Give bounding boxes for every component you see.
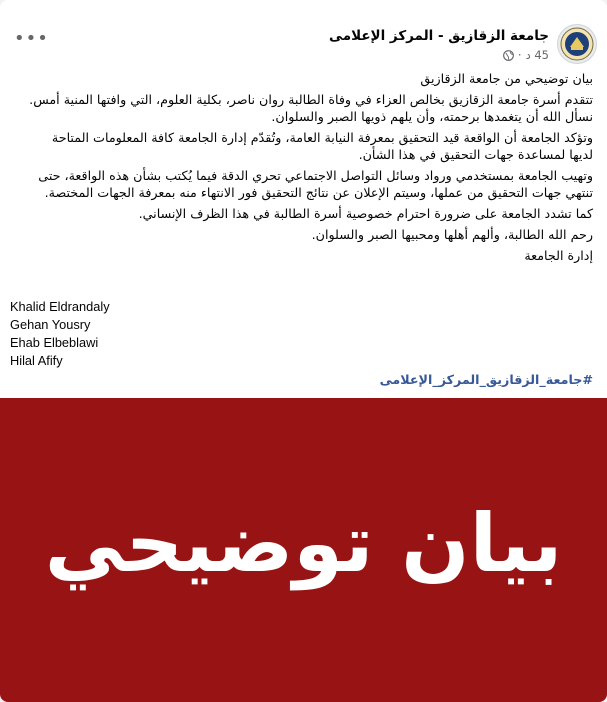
post-header xyxy=(0,14,607,64)
tagged-people-list xyxy=(10,298,110,370)
tagged-person-link[interactable]: Gehan Yousry xyxy=(10,317,91,332)
investigation-line-2: لديها لمساعدة جهات التحقيق في هذا الشأن. xyxy=(358,147,593,162)
condolence-line-2: نسأل الله أن يتغمدها برحمته، وأن يلهم ذويها الصبر والسلوان. xyxy=(271,109,593,124)
post-meta xyxy=(503,48,549,62)
tagged-person-link[interactable]: Ehab Elbeblawi xyxy=(10,335,99,350)
more-options-button[interactable]: ••• xyxy=(14,28,49,49)
appeal-paragraph xyxy=(12,167,593,201)
university-seal-icon xyxy=(560,27,594,61)
page-name-link[interactable]: جامعة الزقازيق - المركز الإعلامى xyxy=(329,28,549,44)
signature-paragraph: إدارة الجامعة xyxy=(524,248,593,263)
post-body xyxy=(12,70,593,268)
condolence-line-1: تتقدم أسرة جامعة الزقازيق بخالص العزاء في وفاة الطالبة روان ناصر، بكلية العلوم، التي وافتها المنية أمس. xyxy=(29,92,593,107)
tagged-person-link[interactable]: Khalid Eldrandaly xyxy=(10,299,110,314)
appeal-line-1: وتهيب الجامعة بمستخدمي ورواد وسائل التواصل الاجتماعي تحري الدقة فيما يُكتب بشأن هذه الواقعة، حتى xyxy=(38,168,593,183)
investigation-line-1: وتؤكد الجامعة أن الواقعة قيد التحقيق بمعرفة النيابة العامة، وتُقدّم إدارة الجامعة كافة المعلومات المتاحة xyxy=(51,130,593,145)
page-avatar[interactable] xyxy=(557,24,597,64)
tagged-person-link[interactable]: Hilal Afify xyxy=(10,353,63,368)
appeal-line-2: تنتهي جهات التحقيق من عملها، وسيتم الإعلان عن نتائج التحقيق فور الانتهاء منه بمعرفة الجهات المختصة. xyxy=(44,185,593,200)
privacy-paragraph: كما تشدد الجامعة على ضرورة احترام خصوصية أسرة الطالبة في هذا الظرف الإنساني. xyxy=(138,206,593,221)
statement-title: بيان توضيحي من جامعة الزقازيق xyxy=(420,71,593,86)
banner-text: بيان توضيحي xyxy=(44,496,563,590)
meta-separator: · xyxy=(517,48,522,62)
globe-icon[interactable] xyxy=(503,50,514,61)
post-image[interactable] xyxy=(0,398,607,702)
prayer-paragraph: رحم الله الطالبة، وألهم أهلها ومحبيها الصبر والسلوان. xyxy=(311,227,593,242)
condolence-paragraph xyxy=(12,91,593,125)
hashtag-link[interactable]: #جامعة_الزقازيق_المركز_الإعلامى xyxy=(379,372,593,387)
investigation-paragraph xyxy=(12,129,593,163)
post-time[interactable]: 45 د xyxy=(525,48,549,62)
